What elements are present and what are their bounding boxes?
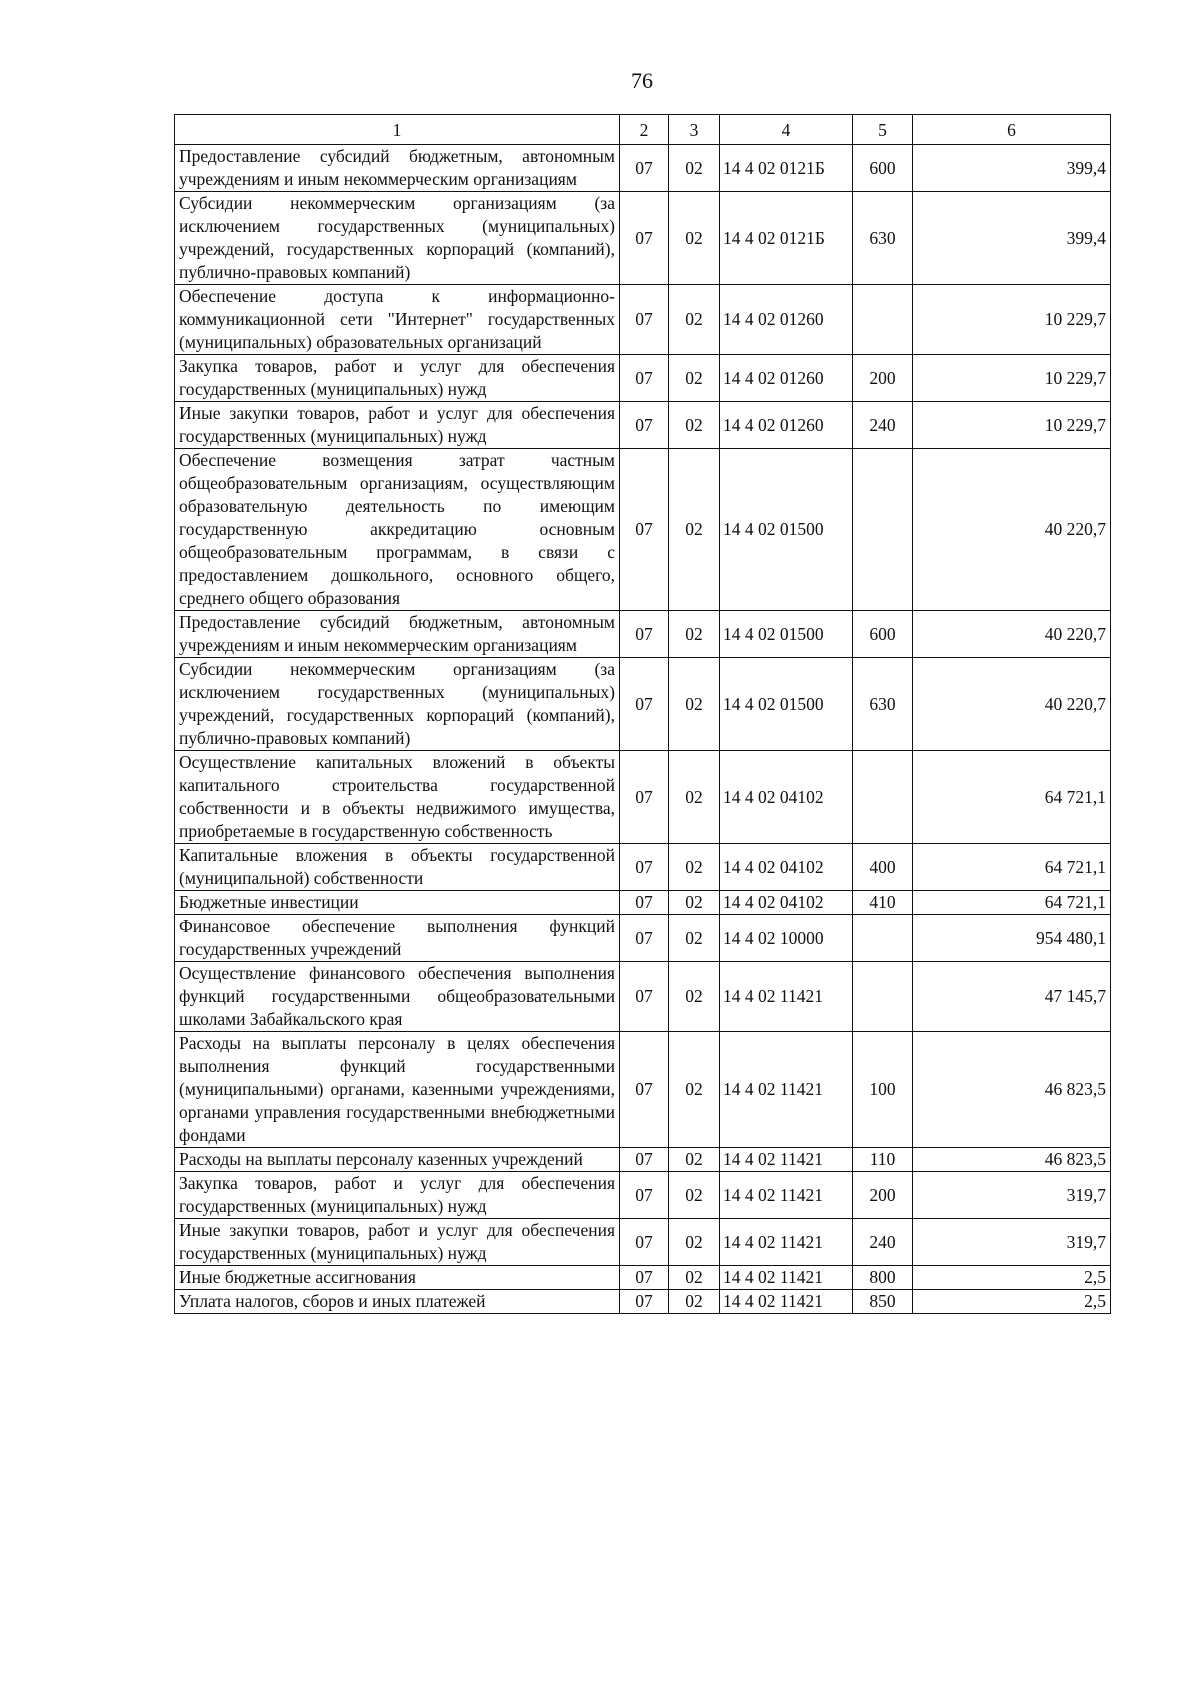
subsection-code-cell: 02 bbox=[669, 962, 720, 1032]
header-col-4: 4 bbox=[720, 115, 853, 145]
target-article-cell: 14 4 02 01500 bbox=[720, 611, 853, 658]
expense-type-cell bbox=[853, 915, 913, 962]
table-row bbox=[175, 962, 1111, 1032]
amount-cell: 40 220,7 bbox=[913, 611, 1111, 658]
expense-type-cell: 410 bbox=[853, 891, 913, 915]
section-code-cell: 07 bbox=[620, 962, 669, 1032]
subsection-code-cell: 02 bbox=[669, 402, 720, 449]
budget-table bbox=[174, 114, 1111, 1314]
amount-cell: 64 721,1 bbox=[913, 844, 1111, 891]
target-article-cell: 14 4 02 01260 bbox=[720, 355, 853, 402]
subsection-code-cell: 02 bbox=[669, 844, 720, 891]
expense-name-cell: Осуществление капитальных вложений в объекты капитального строительства государственной собственности и в объекты недвижимого имущества, приобретаемые в государственную собственность bbox=[175, 751, 620, 844]
amount-cell: 10 229,7 bbox=[913, 285, 1111, 355]
table-row bbox=[175, 891, 1111, 915]
amount-cell: 10 229,7 bbox=[913, 355, 1111, 402]
table-row bbox=[175, 1219, 1111, 1266]
expense-type-cell: 600 bbox=[853, 145, 913, 192]
expense-type-cell: 240 bbox=[853, 402, 913, 449]
amount-cell: 40 220,7 bbox=[913, 658, 1111, 751]
target-article-cell: 14 4 02 11421 bbox=[720, 1032, 853, 1148]
expense-type-cell: 800 bbox=[853, 1266, 913, 1290]
expense-name-cell: Иные бюджетные ассигнования bbox=[175, 1266, 620, 1290]
amount-cell: 46 823,5 bbox=[913, 1032, 1111, 1148]
subsection-code-cell: 02 bbox=[669, 1219, 720, 1266]
subsection-code-cell: 02 bbox=[669, 1172, 720, 1219]
subsection-code-cell: 02 bbox=[669, 751, 720, 844]
expense-name-cell: Уплата налогов, сборов и иных платежей bbox=[175, 1290, 620, 1314]
section-code-cell: 07 bbox=[620, 844, 669, 891]
expense-name-cell: Предоставление субсидий бюджетным, автономным учреждениям и иным некоммерческим организациям bbox=[175, 145, 620, 192]
expense-name-cell: Расходы на выплаты персоналу в целях обеспечения выполнения функций государственными (муниципальными) органами, казенными учреждениями, органами управления государственными внебюджетными фондами bbox=[175, 1032, 620, 1148]
expense-name-cell: Финансовое обеспечение выполнения функций государственных учреждений bbox=[175, 915, 620, 962]
section-code-cell: 07 bbox=[620, 449, 669, 611]
amount-cell: 64 721,1 bbox=[913, 891, 1111, 915]
amount-cell: 2,5 bbox=[913, 1290, 1111, 1314]
target-article-cell: 14 4 02 11421 bbox=[720, 1219, 853, 1266]
amount-cell: 64 721,1 bbox=[913, 751, 1111, 844]
section-code-cell: 07 bbox=[620, 1266, 669, 1290]
target-article-cell: 14 4 02 0121Б bbox=[720, 145, 853, 192]
subsection-code-cell: 02 bbox=[669, 891, 720, 915]
header-col-6: 6 bbox=[913, 115, 1111, 145]
expense-type-cell: 600 bbox=[853, 611, 913, 658]
section-code-cell: 07 bbox=[620, 891, 669, 915]
table-row bbox=[175, 611, 1111, 658]
target-article-cell: 14 4 02 01500 bbox=[720, 658, 853, 751]
target-article-cell: 14 4 02 04102 bbox=[720, 891, 853, 915]
amount-cell: 399,4 bbox=[913, 192, 1111, 285]
target-article-cell: 14 4 02 04102 bbox=[720, 844, 853, 891]
target-article-cell: 14 4 02 11421 bbox=[720, 962, 853, 1032]
amount-cell: 40 220,7 bbox=[913, 449, 1111, 611]
target-article-cell: 14 4 02 0121Б bbox=[720, 192, 853, 285]
amount-cell: 319,7 bbox=[913, 1219, 1111, 1266]
subsection-code-cell: 02 bbox=[669, 1032, 720, 1148]
subsection-code-cell: 02 bbox=[669, 611, 720, 658]
expense-type-cell bbox=[853, 962, 913, 1032]
table-row bbox=[175, 285, 1111, 355]
target-article-cell: 14 4 02 11421 bbox=[720, 1172, 853, 1219]
amount-cell: 47 145,7 bbox=[913, 962, 1111, 1032]
expense-type-cell: 240 bbox=[853, 1219, 913, 1266]
expense-name-cell: Закупка товаров, работ и услуг для обеспечения государственных (муниципальных) нужд bbox=[175, 1172, 620, 1219]
expense-type-cell: 110 bbox=[853, 1148, 913, 1172]
target-article-cell: 14 4 02 04102 bbox=[720, 751, 853, 844]
subsection-code-cell: 02 bbox=[669, 1266, 720, 1290]
expense-name-cell: Предоставление субсидий бюджетным, автономным учреждениям и иным некоммерческим организациям bbox=[175, 611, 620, 658]
table-row bbox=[175, 1266, 1111, 1290]
expense-name-cell: Бюджетные инвестиции bbox=[175, 891, 620, 915]
expense-type-cell: 200 bbox=[853, 355, 913, 402]
amount-cell: 954 480,1 bbox=[913, 915, 1111, 962]
expense-type-cell bbox=[853, 285, 913, 355]
subsection-code-cell: 02 bbox=[669, 658, 720, 751]
target-article-cell: 14 4 02 11421 bbox=[720, 1148, 853, 1172]
subsection-code-cell: 02 bbox=[669, 355, 720, 402]
subsection-code-cell: 02 bbox=[669, 145, 720, 192]
table-body bbox=[175, 145, 1111, 1314]
target-article-cell: 14 4 02 01500 bbox=[720, 449, 853, 611]
page-number: 76 bbox=[631, 68, 653, 93]
section-code-cell: 07 bbox=[620, 285, 669, 355]
table-row bbox=[175, 658, 1111, 751]
section-code-cell: 07 bbox=[620, 1290, 669, 1314]
section-code-cell: 07 bbox=[620, 1148, 669, 1172]
target-article-cell: 14 4 02 01260 bbox=[720, 402, 853, 449]
table-row bbox=[175, 145, 1111, 192]
section-code-cell: 07 bbox=[620, 1219, 669, 1266]
header-row bbox=[175, 115, 1111, 145]
table-row bbox=[175, 844, 1111, 891]
target-article-cell: 14 4 02 11421 bbox=[720, 1266, 853, 1290]
section-code-cell: 07 bbox=[620, 658, 669, 751]
expense-name-cell: Субсидии некоммерческим организациям (за исключением государственных (муниципальных) учреждений, государственных корпораций (компаний), публично-правовых компаний) bbox=[175, 192, 620, 285]
expense-name-cell: Обеспечение доступа к информационно-коммуникационной сети "Интернет" государственных (муниципальных) образовательных организаций bbox=[175, 285, 620, 355]
expense-type-cell: 200 bbox=[853, 1172, 913, 1219]
subsection-code-cell: 02 bbox=[669, 1290, 720, 1314]
expense-type-cell bbox=[853, 449, 913, 611]
target-article-cell: 14 4 02 01260 bbox=[720, 285, 853, 355]
target-article-cell: 14 4 02 10000 bbox=[720, 915, 853, 962]
header-col-2: 2 bbox=[620, 115, 669, 145]
target-article-cell: 14 4 02 11421 bbox=[720, 1290, 853, 1314]
amount-cell: 10 229,7 bbox=[913, 402, 1111, 449]
expense-type-cell: 850 bbox=[853, 1290, 913, 1314]
subsection-code-cell: 02 bbox=[669, 915, 720, 962]
subsection-code-cell: 02 bbox=[669, 1148, 720, 1172]
header-col-5: 5 bbox=[853, 115, 913, 145]
table-row bbox=[175, 192, 1111, 285]
expense-name-cell: Иные закупки товаров, работ и услуг для обеспечения государственных (муниципальных) нужд bbox=[175, 1219, 620, 1266]
table-row bbox=[175, 449, 1111, 611]
table-row bbox=[175, 1148, 1111, 1172]
section-code-cell: 07 bbox=[620, 751, 669, 844]
expense-name-cell: Осуществление финансового обеспечения выполнения функций государственными общеобразовательными школами Забайкальского края bbox=[175, 962, 620, 1032]
section-code-cell: 07 bbox=[620, 915, 669, 962]
expense-type-cell: 630 bbox=[853, 192, 913, 285]
section-code-cell: 07 bbox=[620, 1032, 669, 1148]
table-row bbox=[175, 1172, 1111, 1219]
table-row bbox=[175, 751, 1111, 844]
section-code-cell: 07 bbox=[620, 355, 669, 402]
expense-name-cell: Расходы на выплаты персоналу казенных учреждений bbox=[175, 1148, 620, 1172]
table-row bbox=[175, 355, 1111, 402]
expense-type-cell: 100 bbox=[853, 1032, 913, 1148]
section-code-cell: 07 bbox=[620, 611, 669, 658]
table-header bbox=[175, 115, 1111, 145]
header-col-1: 1 bbox=[175, 115, 620, 145]
subsection-code-cell: 02 bbox=[669, 449, 720, 611]
header-col-3: 3 bbox=[669, 115, 720, 145]
expense-name-cell: Иные закупки товаров, работ и услуг для обеспечения государственных (муниципальных) нужд bbox=[175, 402, 620, 449]
expense-name-cell: Обеспечение возмещения затрат частным общеобразовательным организациям, осуществляющим образовательную деятельность по имеющим государственную аккредитацию основным общеобразовательным программам, в связи с предоставлением дошкольного, основного общего, среднего общего образования bbox=[175, 449, 620, 611]
expense-type-cell: 400 bbox=[853, 844, 913, 891]
amount-cell: 319,7 bbox=[913, 1172, 1111, 1219]
table-row bbox=[175, 1290, 1111, 1314]
expense-name-cell: Капитальные вложения в объекты государственной (муниципальной) собственности bbox=[175, 844, 620, 891]
section-code-cell: 07 bbox=[620, 192, 669, 285]
subsection-code-cell: 02 bbox=[669, 285, 720, 355]
table-row bbox=[175, 915, 1111, 962]
expense-type-cell: 630 bbox=[853, 658, 913, 751]
expense-type-cell bbox=[853, 751, 913, 844]
table-row bbox=[175, 1032, 1111, 1148]
section-code-cell: 07 bbox=[620, 1172, 669, 1219]
subsection-code-cell: 02 bbox=[669, 192, 720, 285]
amount-cell: 399,4 bbox=[913, 145, 1111, 192]
expense-name-cell: Закупка товаров, работ и услуг для обеспечения государственных (муниципальных) нужд bbox=[175, 355, 620, 402]
section-code-cell: 07 bbox=[620, 402, 669, 449]
expense-name-cell: Субсидии некоммерческим организациям (за исключением государственных (муниципальных) учреждений, государственных корпораций (компаний), публично-правовых компаний) bbox=[175, 658, 620, 751]
table-row bbox=[175, 402, 1111, 449]
section-code-cell: 07 bbox=[620, 145, 669, 192]
amount-cell: 46 823,5 bbox=[913, 1148, 1111, 1172]
amount-cell: 2,5 bbox=[913, 1266, 1111, 1290]
